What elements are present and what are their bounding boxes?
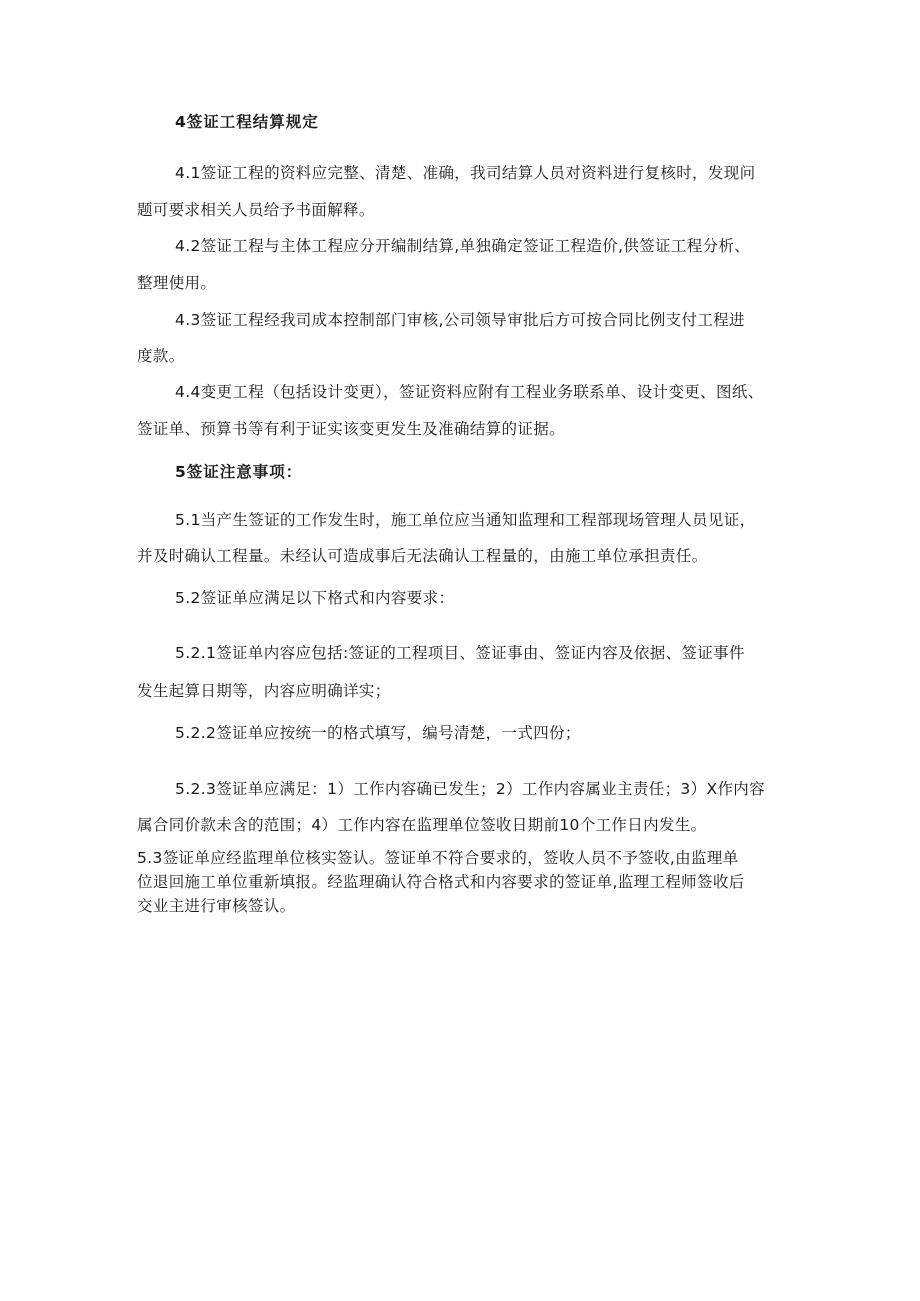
paragraph-4-3-line-2: 度款。 [137, 347, 185, 365]
paragraph-4-3-line-1: 4.3签证工程经我司成本控制部门审核,公司领导审批后方可按合同比例支付工程进 [175, 311, 745, 329]
section-heading-4: 4签证工程结算规定 [175, 113, 319, 131]
paragraph-5-2-line-1: 5.2签证单应满足以下格式和内容要求： [175, 589, 455, 607]
paragraph-4-1-line-2: 题可要求相关人员给予书面解释。 [137, 201, 375, 219]
paragraph-5-2-3-line-1: 5.2.3签证单应满足：1）工作内容确已发生；2）工作内容属业主责任；3）X作内容 [175, 780, 765, 798]
paragraph-5-3-line-3: 交业主进行审核签认。 [137, 897, 296, 915]
paragraph-5-1-line-1: 5.1当产生签证的工作发生时，施工单位应当通知监理和工程部现场管理人员见证， [175, 511, 756, 529]
section-heading-5: 5签证注意事项： [175, 463, 303, 481]
paragraph-4-4-line-2: 签证单、预算书等有利于证实该变更发生及准确结算的证据。 [137, 420, 565, 438]
paragraph-5-3-line-1: 5.3签证单应经监理单位核实签认。签证单不符合要求的，签收人员不予签收,由监理单 [137, 849, 739, 867]
paragraph-5-2-3-line-2: 属合同价款未含的范围；4）工作内容在监理单位签收日期前10个工作日内发生。 [137, 816, 707, 834]
paragraph-5-2-1-line-2: 发生起算日期等，内容应明确详实； [137, 682, 391, 700]
paragraph-5-2-2-line-1: 5.2.2签证单应按统一的格式填写，编号清楚，一式四份； [175, 724, 581, 742]
paragraph-4-1-line-1: 4.1签证工程的资料应完整、清楚、准确，我司结算人员对资料进行复核时，发现问 [175, 164, 756, 182]
paragraph-4-4-line-1: 4.4变更工程（包括设计变更），签证资料应附有工程业务联系单、设计变更、图纸、 [175, 383, 764, 401]
paragraph-5-1-line-2: 并及时确认工程量。未经认可造成事后无法确认工程量的，由施工单位承担责任。 [137, 547, 708, 565]
paragraph-5-2-1-line-1: 5.2.1签证单内容应包括:签证的工程项目、签证事由、签证内容及依据、签证事件 [175, 644, 745, 662]
paragraph-5-3-line-2: 位退回施工单位重新填报。经监理确认符合格式和内容要求的签证单,监理工程师签收后 [137, 873, 745, 891]
paragraph-4-2-line-2: 整理使用。 [137, 274, 217, 292]
paragraph-4-2-line-1: 4.2签证工程与主体工程应分开编制结算,单独确定签证工程造价,供签证工程分析、 [175, 237, 751, 255]
